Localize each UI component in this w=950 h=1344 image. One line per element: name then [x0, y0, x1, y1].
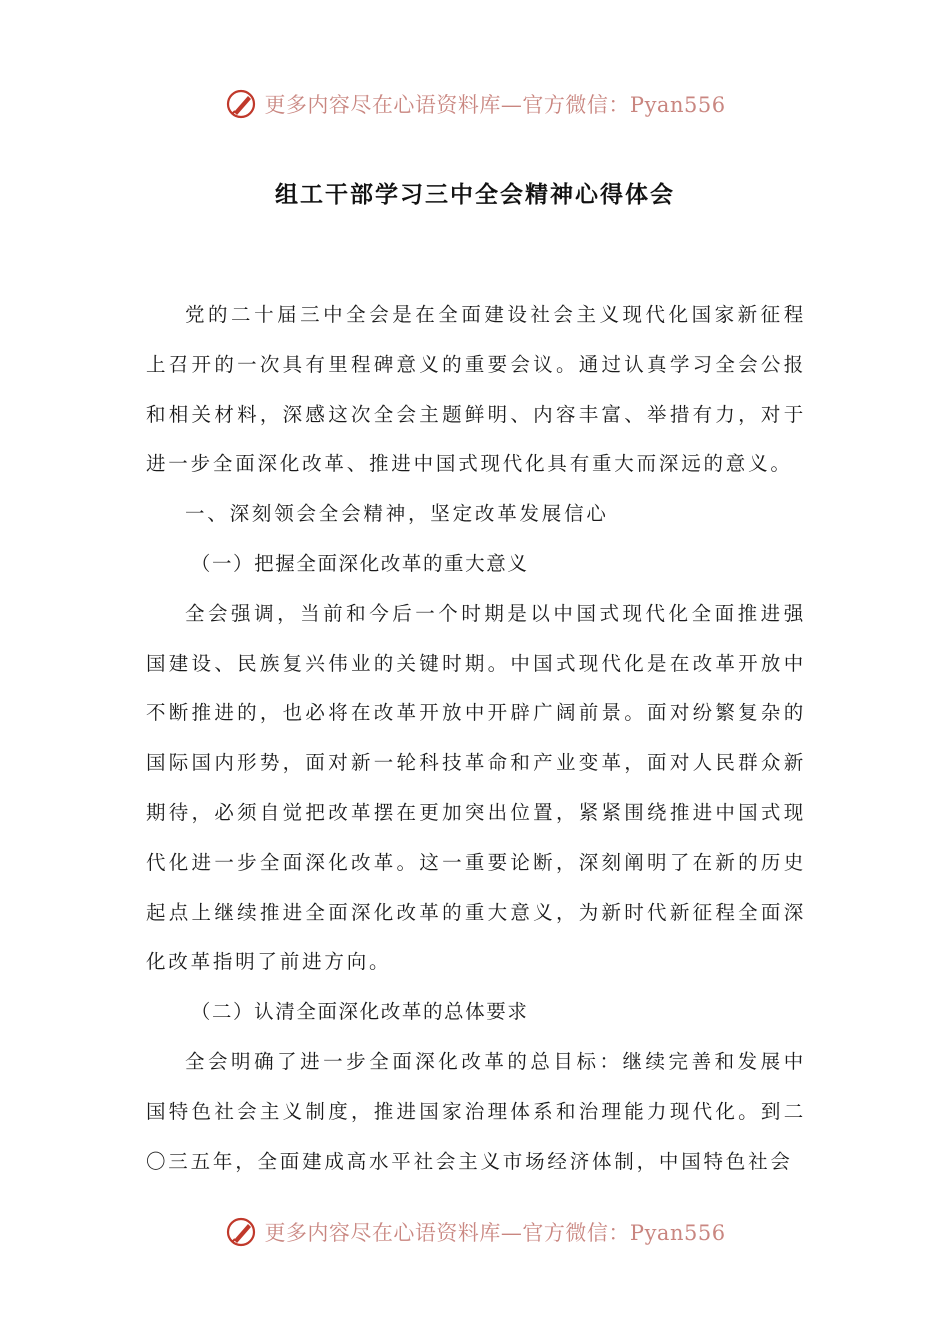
paragraph-requirements: 全会明确了进一步全面深化改革的总目标：继续完善和发展中国特色社会主义制度，推进国家治理体系和治理能力现代化。到二〇三五年，全面建成高水平社会主义市场经济体制，中国特色社会 — [146, 1049, 806, 1173]
watermark-text: 更多内容尽在心语资料库—官方微信：Pyan556 — [264, 93, 726, 117]
document-body — [146, 290, 806, 1186]
pen-nib-circle-logo-icon — [224, 1215, 258, 1249]
pen-nib-circle-logo-icon — [224, 87, 258, 121]
subheading-1: （一）把握全面深化改革的重大意义 — [190, 551, 529, 575]
document-title: 组工干部学习三中全会精神心得体会 — [275, 182, 675, 208]
watermark-header — [0, 84, 950, 124]
paragraph-significance: 全会强调，当前和今后一个时期是以中国式现代化全面推进强国建设、民族复兴伟业的关键时期。中国式现代化是在改革开放中不断推进的，也必将在改革开放中开辟广阔前景。面对纷繁复杂的国际国内形势，面对新一轮科技革命和产业变革，面对人民群众新期待，必须自觉把改革摆在更加突出位置，紧紧围绕推进中国式现代化进一步全面深化改革。这一重要论断，深刻阐明了在新的历史起点上继续推进全面深化改革的重大意义，为新时代新征程全面深化改革指明了前进方向。 — [146, 601, 806, 974]
watermark-footer — [0, 1212, 950, 1252]
heading-section-1: 一、深刻领会全会精神，坚定改革发展信心 — [185, 502, 609, 526]
subheading-2: （二）认清全面深化改革的总体要求 — [190, 1000, 529, 1024]
paragraph-intro: 党的二十届三中全会是在全面建设社会主义现代化国家新征程上召开的一次具有里程碑意义的重要会议。通过认真学习全会公报和相关材料，深感这次全会主题鲜明、内容丰富、举措有力，对于进一步全面深化改革、推进中国式现代化具有重大而深远的意义。 — [146, 303, 806, 476]
watermark-text: 更多内容尽在心语资料库—官方微信：Pyan556 — [264, 1221, 726, 1245]
